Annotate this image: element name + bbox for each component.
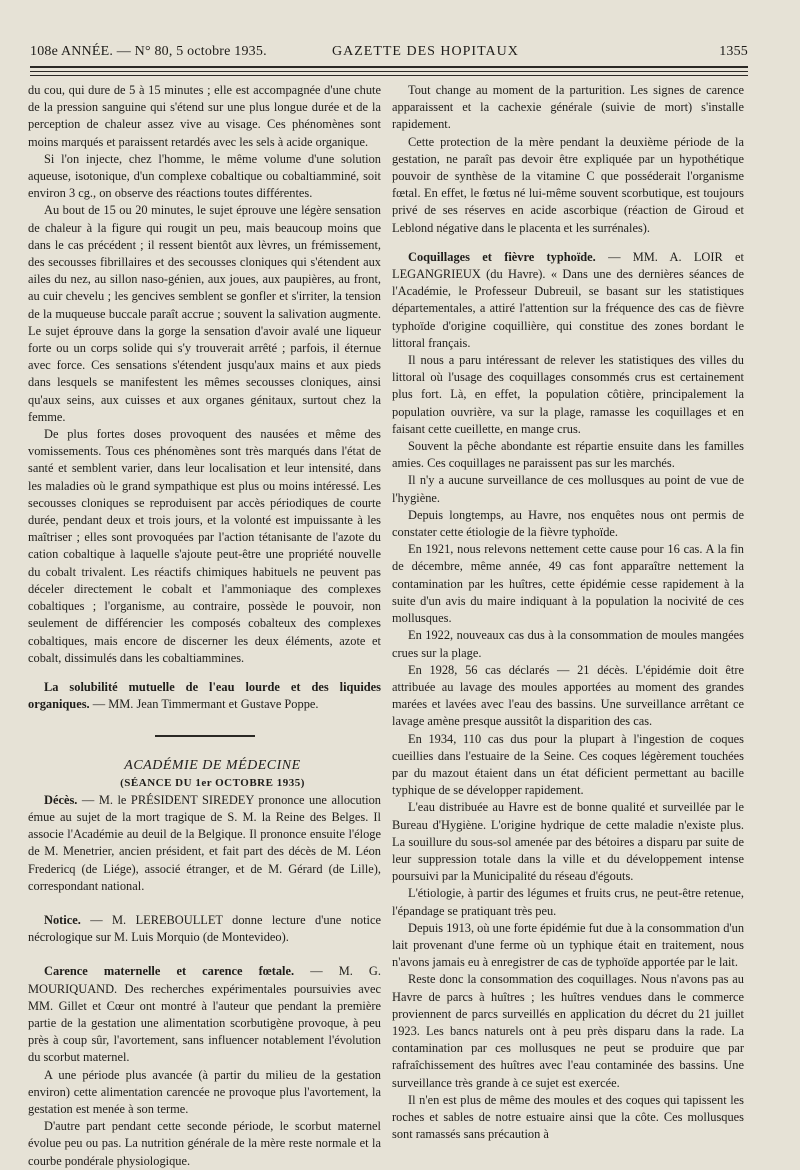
paragraph-text: — M. G. MOURIQUAND. Des recherches expérimentales poursuivies avec MM. Gillet et Cœur ont montré à l'auteur que pendant la première partie de la gestation une alimentation scorbutigène provoque, à peu près à coup sûr, l'avortement, sans influencer notablement l'évolution du scorbut maternel.: [28, 964, 381, 1065]
header-rule: [30, 75, 748, 76]
section-title: Carence maternelle et carence fœtale.: [44, 964, 295, 979]
paragraph-text: — MM. A. LOIR et LEGANGRIEUX (du Havre). « Dans une des dernières séances de l'Académie, le Professeur Dubreuil, se basant sur les statistiques départementales, a attiré l'attention sur la fréquence des cas de fièvre typhoïde d'origine coquillière, qui constitue des zones bordant le littoral français.: [392, 249, 744, 350]
paragraph: Il n'y a aucune surveillance de ces mollusques au point de vue de l'hygiène.: [392, 473, 744, 505]
issue-info: 108e ANNÉE. — N° 80, 5 octobre 1935.: [30, 44, 267, 59]
page-number: 1355: [719, 44, 748, 59]
spacer: [392, 237, 744, 249]
section-divider: [155, 735, 255, 737]
deces-paragraph: [28, 792, 381, 895]
paragraph: A une période plus avancée (à partir du milieu de la gestation environ) cette alimentation carencée ne provoque plus l'avortement, la gestation est menée à son terme.: [28, 1067, 381, 1116]
carence-paragraph: [28, 963, 381, 1066]
paragraph: Cette protection de la mère pendant la deuxième période de la gestation, ne paraît pas devoir être expliquée par un hypothétique pouvoir de synthèse de la vitamine C que posséderait l'organisme fœtal. En effet, le fœtus né lui-même souvent scorbutique, est toujours privé de ses réserves en acide ascorbique (réaction de Giroud et Leblond négative dans le placenta et les surrénales).: [392, 134, 744, 235]
paragraph: En 1921, nous relevons nettement cette cause pour 16 cas. A la fin de décembre, même année, 49 cas font apparaître nettement la contamination par les huîtres, cette épidémie cesse rapidement à la suite d'un avis du maire indiquant à la population la nocivité de ces mollusques.: [392, 542, 744, 626]
notice-paragraph: [28, 912, 381, 946]
right-column: [392, 82, 745, 1142]
paragraph: De plus fortes doses provoquent des nausées et même des vomissements. Tous ces phénomènes sont très marqués dans l'état de santé et semblent varier, dans leur localisation et leur intensité, dans les maladies où le grand sympathique est plus ou moins intéressé. Les secousses cloniques se reproduisent par accès périodiques de courte durée, pendant deux et trois jours, et la volonté est impuissante à les maîtriser ; elles sont provoquées par l'action tétanisante de l'azote du cation cobaltique à laquelle s'ajoute peut-être une propriété nouvelle du cobalt trivalent. Les réactifs chimiques habituels ne peuvent pas déceler directement le cobalt et l'ammoniaque des complexes cobaltiques ; l'organisme, au contraire, possède le pouvoir, non seulement de différencier les composés cobalteux des complexes cobaltiques, mais encore de discerner les deux éléments, azote et cobalt, dissimulés dans les cobaltiammines.: [28, 427, 381, 665]
paragraph-text: — M. le PRÉSIDENT SIREDEY prononce une allocution émue au sujet de la mort tragique de S. M. la Reine des Belges. Il associe l'Académie au deuil de la Belgique. Il prononce ensuite l'éloge de M. Menetrier, ancien président, et fait part des décès de M. Léon Fredericq (de Liége), associé étranger, et de M. Gérard (de Lille), correspondant national.: [28, 792, 381, 893]
coquillages-paragraph: [392, 249, 744, 352]
paragraph: En 1934, 110 cas dus pour la plupart à l'ingestion de coques cueillies dans l'estuaire de la Seine. Ces coques légèrement touchées par du mazout étaient dans un état déficient permettant au bacille typhique de se développer rapidement.: [392, 731, 744, 798]
paragraph: Depuis longtemps, au Havre, nos enquêtes nous ont permis de constater cette étiologie de la fièvre typhoïde.: [392, 507, 744, 540]
section-authors: — MM. Jean Timmermant et Gustave Poppe.: [89, 697, 319, 712]
paragraph: Il nous a paru intéressant de relever les statistiques des villes du littoral où l'usage des coquillages consommés crus est certainement plus fort. Là, en effet, la population côtière, principalement la population ouvrière, va sur la plage, ramasse les coquillages et en faisant cette cueillette, en mange crus.: [392, 353, 744, 436]
paragraph: D'autre part pendant cette seconde période, le scorbut maternel évolue peu ou pas. La nutrition générale de la mère reste normale et la courbe pondérale physiologique.: [28, 1119, 381, 1168]
left-column: [28, 82, 381, 1168]
paragraph: En 1922, nouveaux cas dus à la consommation de moules mangées crues sur la plage.: [392, 628, 744, 660]
paragraph: Au bout de 15 ou 20 minutes, le sujet éprouve une légère sensation de chaleur à la figure qui rougit un peu, mais beaucoup moins que dans le cas précédent ; il ressent bientôt aux lèvres, un frémissement, des secousses fibrillaires et des secousses cloniques qui s'étendent aux ailes du nez, au sillon naso-génien, aux joues, aux paupières, au front, au cuir chevelu ; les gencives semblent se gonfler et s'irriter, la tension de la muqueuse buccale paraît accrue ; souvent la salivation augmente. Le sujet éprouve dans la gorge la sensation d'avoir avalé une liqueur forte ou un corps solide qui s'y trouverait arrêté ; parfois, il éternue avec force. Ces sensations s'étendent jusqu'aux mains et aux pieds dans lesquels se manifestent les mêmes secousses cloniques, ainsi qu'aux seins, aux cuisses et aux organes génitaux, surtout chez la femme.: [28, 203, 381, 424]
paragraph: du cou, qui dure de 5 à 15 minutes ; elle est accompagnée d'une chute de la pression sanguine qui s'étend sur une plus longue durée et de la perception de chaleur assez vive au visage. Ces phénomènes sont moins marqués et paraissent retardés avec les sels à acide organique.: [28, 83, 381, 149]
journal-title: GAZETTE DES HOPITAUX: [332, 44, 519, 59]
paragraph: L'étiologie, à partir des légumes et fruits crus, ne peut-être retenue, l'épandage se pratiquant très peu.: [392, 886, 744, 918]
paragraph: Depuis 1913, où une forte épidémie fut due à la consommation d'un lait provenant d'une ferme où un typhique était en traitement, nous n'avons jamais eu à enregistrer de cas de typhoïde apportée par le lait.: [392, 920, 745, 970]
running-header: [30, 44, 748, 66]
paragraph: Si l'on injecte, chez l'homme, le même volume d'une solution aqueuse, isotonique, d'un complexe cobaltique ou cobaltiamminé, soit environ 3 cg., on observe des réactions toutes différentes.: [28, 151, 381, 201]
spacer: [28, 895, 381, 912]
spacer: [28, 667, 381, 679]
paragraph: L'eau distribuée au Havre est de bonne qualité et surveillée par le Bureau d'Hygiène. L'origine hydrique de cette maladie n'existe plus. La souillure du sous-sol amenée par des bétoires a disparu par suite de leur suppression totale dans la ville et du développement intense poursuivi par la Municipalité du réseau d'égouts.: [392, 800, 744, 884]
section-title: Coquillages et fièvre typhoïde.: [408, 249, 596, 264]
header-rule: [30, 66, 748, 68]
section-heading-solubilite: [28, 679, 381, 713]
paragraph: Reste donc la consommation des coquillages. Nous n'avons pas au Havre de parcs à huîtres ; les huîtres vendues dans le commerce proviennent de parcs surveillés en application du décret du 21 juillet 1923. Les bancs naturels ont à peu près disparu dans la rade. La contamination par ces mollusques ne peut se produire que par rafraîchissement des huîtres avec l'eau contaminée des bassins. Une surveillance très grande à ce sujet est exercée.: [392, 972, 744, 1090]
paragraph: Souvent la pêche abondante est répartie ensuite dans les familles amies. Ces coquillages ne paraissent pas sur les marchés.: [392, 439, 744, 471]
paragraph: En 1928, 56 cas déclarés — 21 décès. L'épidémie doit être attribuée au lavage des moules apportées au moment des grandes marées et lavées avec l'eau des bassins. Une surveillance arrêtant ce lavage amène presque aussitôt la disparition des cas.: [392, 662, 744, 729]
section-title: La solubilité mutuelle de l'eau lourde et des liquides organiques.: [28, 679, 381, 712]
section-title: Décès.: [44, 792, 78, 807]
header-rule: [30, 71, 748, 72]
paragraph: Tout change au moment de la parturition. Les signes de carence apparaissent et la cachexie générale (suivie de mort) s'installe rapidement.: [392, 83, 744, 132]
section-title: Notice.: [44, 912, 81, 927]
academy-session: (SÉANCE DU 1er OCTOBRE 1935): [120, 776, 305, 789]
paragraph: Il n'en est plus de même des moules et des coques qui tapissent les roches et sables de notre estuaire ainsi que la côte. Ces mollusques sont ramassés sans précaution à: [392, 1092, 744, 1142]
paragraph-text: — M. LEREBOULLET donne lecture d'une notice nécrologique sur M. Luis Morquio (de Montevideo).: [28, 912, 381, 945]
spacer: [28, 946, 381, 963]
academy-title: ACADÉMIE DE MÉDECINE: [124, 758, 301, 774]
